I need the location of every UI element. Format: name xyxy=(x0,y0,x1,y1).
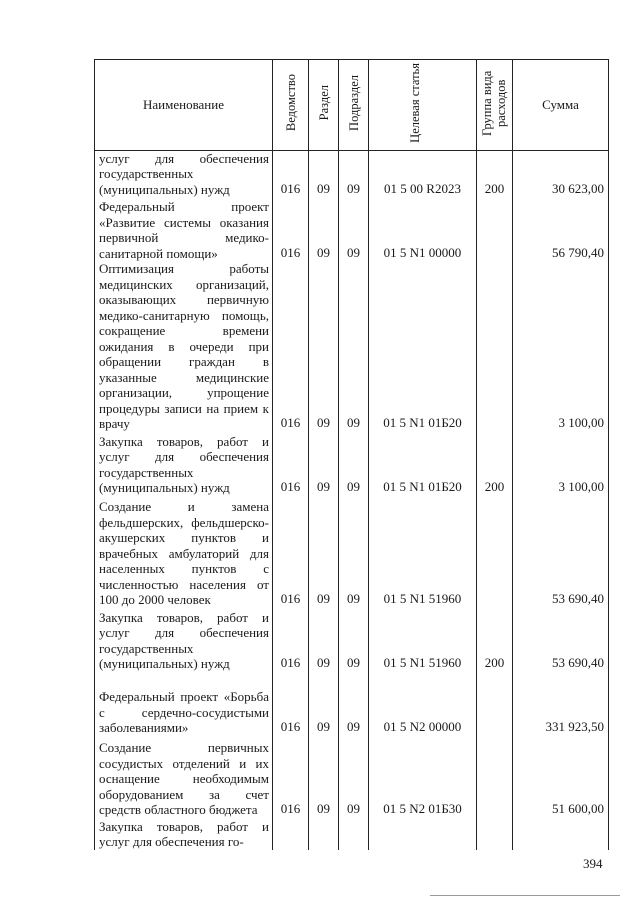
row-subsection: 09 xyxy=(339,736,369,818)
row-expense-group: 200 xyxy=(477,608,513,672)
row-target-article: 01 5 N1 01Б20 xyxy=(369,261,477,432)
header-section-label: Раздел xyxy=(316,85,331,121)
row-expense-group xyxy=(477,736,513,818)
row-subsection: 09 xyxy=(339,150,369,197)
row-name: Федеральный проект «Развитие системы оказания первичной медико-санитарной помощи» xyxy=(95,197,273,261)
row-subsection: 09 xyxy=(339,608,369,672)
header-subsection xyxy=(339,60,369,151)
header-target-article xyxy=(369,60,477,151)
row-subsection xyxy=(339,818,369,850)
page-number: 394 xyxy=(583,856,603,871)
row-amount: 56 790,40 xyxy=(513,197,609,261)
table-row xyxy=(95,496,609,608)
row-section: 09 xyxy=(309,496,339,608)
header-amount: Сумма xyxy=(513,60,609,151)
table-row xyxy=(95,432,609,496)
header-name: Наименование xyxy=(95,60,273,151)
row-name: Оптимизация работы медицинских организаций, оказывающих первичную медико-санитарную помощь, сокращение времени ожидания в очереди при обращении граждан в указанные медицинские организации, упрощение процедуры записи на прием к врачу xyxy=(95,261,273,432)
row-section: 09 xyxy=(309,150,339,197)
row-subsection: 09 xyxy=(339,261,369,432)
row-target-article: 01 5 N1 51960 xyxy=(369,496,477,608)
row-amount: 3 100,00 xyxy=(513,432,609,496)
row-name: Закупка товаров, работ и услуг для обеспечения го- xyxy=(95,818,273,850)
table-row xyxy=(95,150,609,197)
table-row xyxy=(95,672,609,736)
header-expense-group-label: Группа вида расходов xyxy=(479,70,508,136)
row-expense-group xyxy=(477,261,513,432)
header-expense-group xyxy=(477,60,513,151)
table-row xyxy=(95,608,609,672)
row-subsection: 09 xyxy=(339,432,369,496)
row-target-article: 01 5 00 R2023 xyxy=(369,150,477,197)
row-department: 016 xyxy=(273,672,309,736)
row-expense-group xyxy=(477,818,513,850)
row-department: 016 xyxy=(273,736,309,818)
row-amount: 53 690,40 xyxy=(513,608,609,672)
row-section: 09 xyxy=(309,197,339,261)
row-section: 09 xyxy=(309,736,339,818)
row-amount: 51 600,00 xyxy=(513,736,609,818)
table-row xyxy=(95,261,609,432)
row-department: 016 xyxy=(273,261,309,432)
table-row xyxy=(95,197,609,261)
row-section: 09 xyxy=(309,672,339,736)
header-section xyxy=(309,60,339,151)
row-target-article: 01 5 N1 51960 xyxy=(369,608,477,672)
row-department: 016 xyxy=(273,432,309,496)
row-section xyxy=(309,818,339,850)
row-name: Создание первичных сосудистых отделений и их оснащение необходимым оборудованием за счет средств областного бюджета xyxy=(95,736,273,818)
row-name: Создание и замена фельдшерских, фельдшерско-акушерских пунктов и врачебных амбулаторий для населенных пунктов с численностью населения от 100 до 2000 человек xyxy=(95,496,273,608)
row-expense-group: 200 xyxy=(477,150,513,197)
row-target-article xyxy=(369,818,477,850)
row-section: 09 xyxy=(309,261,339,432)
row-expense-group xyxy=(477,672,513,736)
row-name: Закупка товаров, работ и услуг для обеспечения государственных (муниципальных) нужд xyxy=(95,432,273,496)
row-name: Федеральный проект «Борьба с сердечно-сосудистыми заболеваниями» xyxy=(95,672,273,736)
row-name: услуг для обеспечения государственных (муниципальных) нужд xyxy=(95,150,273,197)
row-department: 016 xyxy=(273,150,309,197)
row-amount: 53 690,40 xyxy=(513,496,609,608)
row-subsection: 09 xyxy=(339,496,369,608)
row-target-article: 01 5 N1 01Б20 xyxy=(369,432,477,496)
row-expense-group xyxy=(477,496,513,608)
table-row xyxy=(95,736,609,818)
budget-table xyxy=(94,59,609,850)
row-target-article: 01 5 N2 01Б30 xyxy=(369,736,477,818)
row-expense-group xyxy=(477,197,513,261)
row-department: 016 xyxy=(273,197,309,261)
row-section: 09 xyxy=(309,608,339,672)
scan-line xyxy=(430,895,620,896)
row-subsection: 09 xyxy=(339,672,369,736)
row-amount xyxy=(513,818,609,850)
row-target-article: 01 5 N2 00000 xyxy=(369,672,477,736)
header-department-label: Ведомство xyxy=(283,74,298,132)
row-amount: 30 623,00 xyxy=(513,150,609,197)
table-row xyxy=(95,818,609,850)
row-subsection: 09 xyxy=(339,197,369,261)
row-target-article: 01 5 N1 00000 xyxy=(369,197,477,261)
row-department: 016 xyxy=(273,496,309,608)
row-amount: 331 923,50 xyxy=(513,672,609,736)
header-subsection-label: Подраздел xyxy=(346,75,361,131)
header-target-article-label: Целевая статья xyxy=(407,63,422,143)
row-section: 09 xyxy=(309,432,339,496)
header-department xyxy=(273,60,309,151)
row-expense-group: 200 xyxy=(477,432,513,496)
row-department xyxy=(273,818,309,850)
row-amount: 3 100,00 xyxy=(513,261,609,432)
row-department: 016 xyxy=(273,608,309,672)
table-header-row xyxy=(95,60,609,151)
row-name: Закупка товаров, работ и услуг для обеспечения государственных (муниципальных) нужд xyxy=(95,608,273,672)
